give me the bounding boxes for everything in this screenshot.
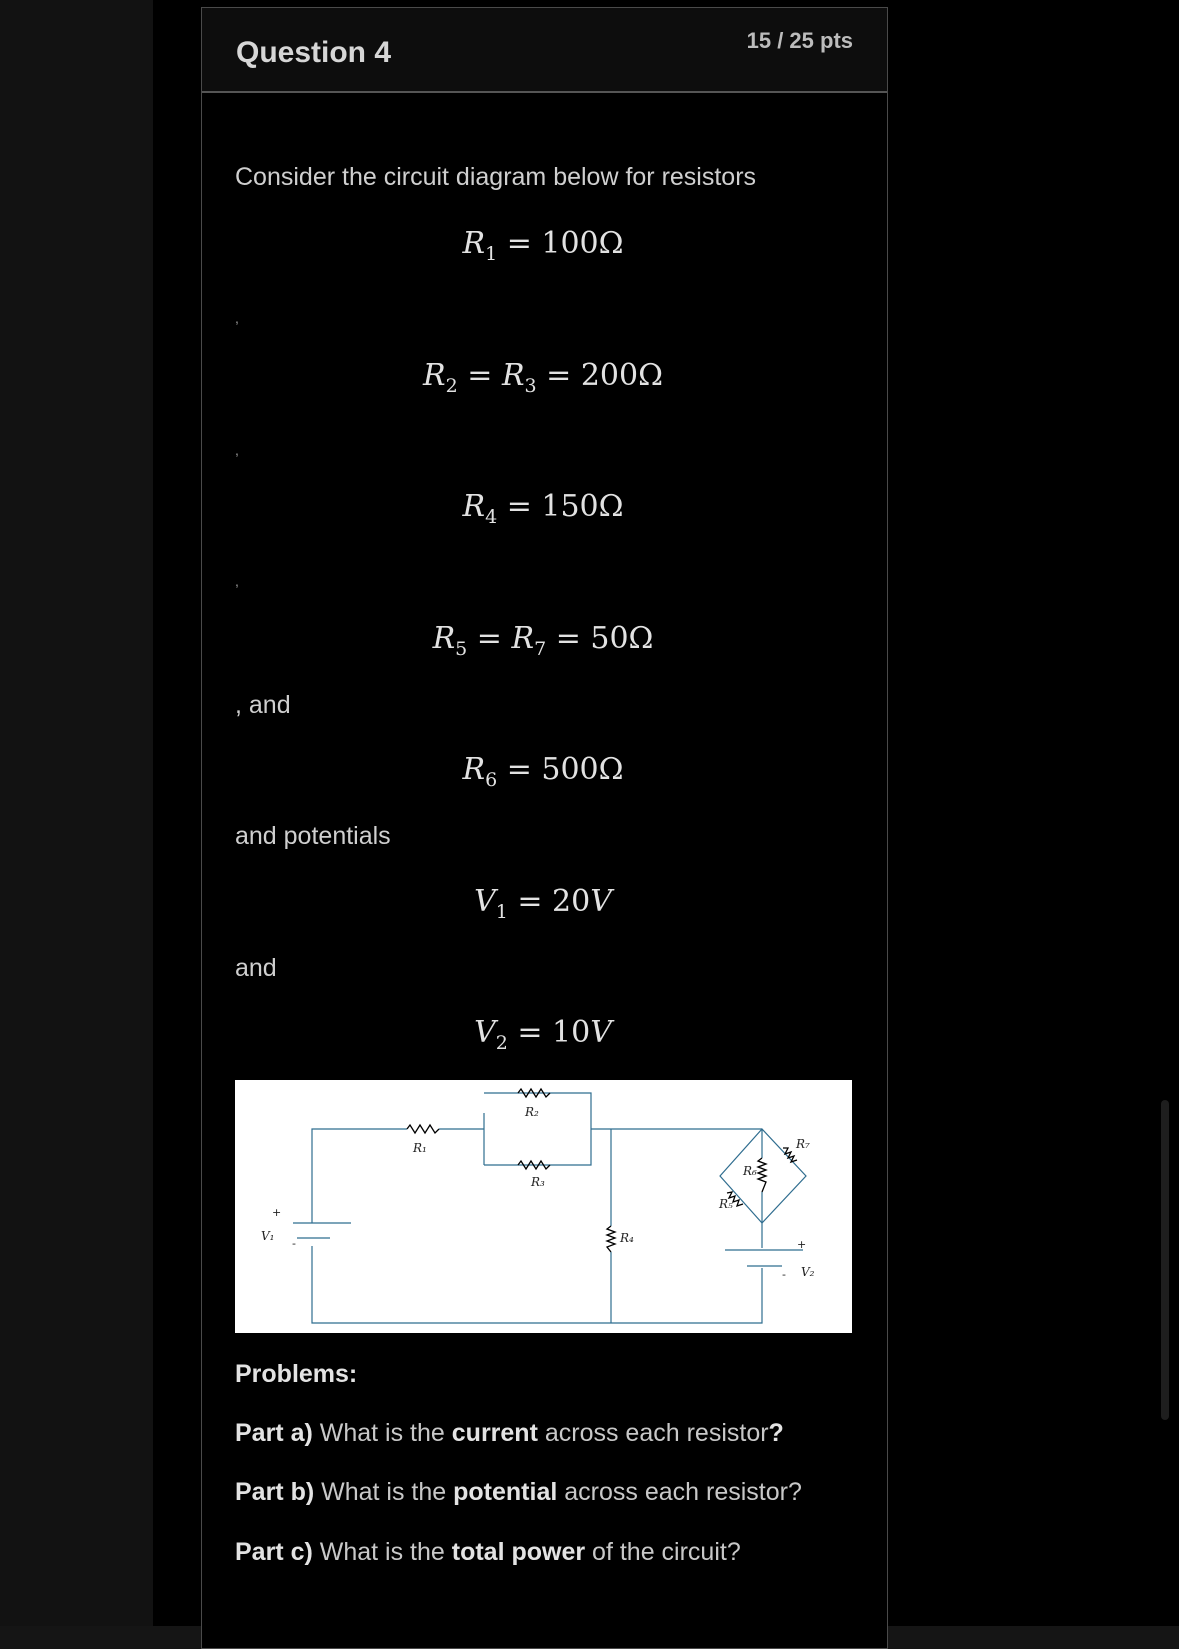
problem-part-c: Part c) What is the total power of the circuit?: [235, 1538, 741, 1566]
question-header: [202, 8, 887, 93]
equation-r2-r3: $R_2 = R_3 = 200\Omega$: [423, 358, 663, 397]
problem-part-a: Part a) What is the current across each resistor?: [235, 1419, 784, 1447]
wire-parallel-box: [484, 1093, 591, 1165]
question-title: Question 4: [236, 36, 392, 69]
equation-r1: $R_1 = 100\Omega$: [462, 226, 624, 265]
equation-r6: $R_6 = 500\Omega$: [462, 752, 624, 791]
wire-left-top: [312, 1129, 407, 1223]
equation-r4: $R_4 = 150\Omega$: [462, 489, 624, 528]
problems-heading: Problems:: [235, 1360, 358, 1388]
separator-comma: ,: [235, 573, 239, 589]
resistor-r6: [758, 1158, 766, 1192]
separator-comma-and: , and: [235, 691, 291, 719]
wire-bridge: [720, 1129, 806, 1223]
battery-v1: [293, 1223, 351, 1238]
label-r4: R₄: [620, 1231, 634, 1245]
plus-v1: +: [272, 1206, 282, 1219]
scrollbar[interactable]: [1161, 1100, 1169, 1420]
wire-bottom: [312, 1246, 762, 1323]
separator-comma: ,: [235, 310, 239, 326]
minus-v1: -: [292, 1237, 296, 1250]
label-r5: R₅: [719, 1197, 733, 1211]
resistor-symbols: [407, 1089, 797, 1252]
minus-v2: -: [782, 1268, 786, 1281]
circuit-diagram-svg: [235, 1080, 852, 1333]
label-r3: R₃: [531, 1175, 545, 1189]
label-r7: R₇: [796, 1137, 810, 1151]
separator-and: and: [235, 954, 277, 982]
left-gutter: [0, 0, 153, 1626]
resistor-r7: [783, 1148, 797, 1162]
label-v2: V₂: [801, 1265, 815, 1279]
battery-v2: [725, 1250, 803, 1266]
resistor-r4: [607, 1226, 615, 1252]
label-r6: R₆: [743, 1164, 757, 1178]
label-r1: R₁: [413, 1141, 427, 1155]
separator-and-potentials: and potentials: [235, 822, 391, 850]
resistor-r1: [407, 1125, 439, 1133]
circuit-diagram: [235, 1080, 852, 1333]
separator-comma: ,: [235, 442, 239, 458]
plus-v2: +: [797, 1238, 807, 1251]
label-r2: R₂: [525, 1105, 539, 1119]
question-points: 15 / 25 pts: [746, 28, 853, 53]
label-v1: V₁: [261, 1229, 275, 1243]
equation-r5-r7: $R_5 = R_7 = 50\Omega$: [432, 621, 654, 660]
equation-v1: $V_1 = 20V$: [474, 884, 612, 923]
problem-part-b: Part b) What is the potential across each resistor?: [235, 1478, 802, 1506]
intro-text: Consider the circuit diagram below for resistors: [235, 163, 757, 191]
equation-v2: $V_2 = 10V$: [474, 1015, 612, 1054]
